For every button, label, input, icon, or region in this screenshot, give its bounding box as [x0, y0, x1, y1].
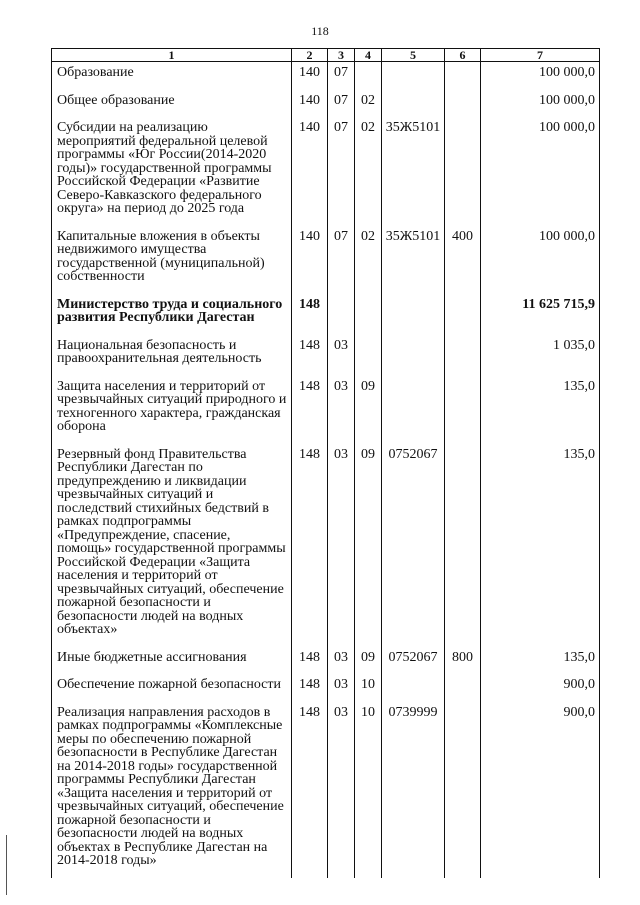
row-code-3: 07	[328, 117, 355, 226]
header-col-4: 4	[355, 49, 382, 62]
row-code-5	[382, 90, 445, 118]
row-code-2: 140	[292, 226, 328, 294]
row-amount: 135,0	[481, 647, 600, 675]
row-code-3: 03	[328, 444, 355, 647]
row-code-4: 10	[355, 702, 382, 878]
row-name: Иные бюджетные ассигнования	[52, 647, 292, 675]
row-code-5: 35Ж5101	[382, 117, 445, 226]
row-code-3: 03	[328, 674, 355, 702]
row-code-3: 07	[328, 90, 355, 118]
row-code-2: 148	[292, 674, 328, 702]
row-name: Реализация направления расходов в рамках подпрограммы «Комплексные меры по обеспечению пожарной безопасности в Республике Дагестан на 2014-2018 годы» государственной программы Республики Дагестан «Защита населения и территорий от чрезвычайных ситуаций, обеспечение пожарной безопасности и безопасности людей на водных объектах в Республике Дагестан на 2014-2018 годы»	[52, 702, 292, 878]
table-row	[52, 90, 600, 118]
row-code-2: 148	[292, 376, 328, 444]
table-row	[52, 62, 600, 90]
row-amount: 100 000,0	[481, 90, 600, 118]
row-code-3: 07	[328, 62, 355, 90]
row-code-4	[355, 62, 382, 90]
row-name: Национальная безопасность и правоохранительная деятельность	[52, 335, 292, 376]
row-code-2: 148	[292, 294, 328, 335]
row-amount: 900,0	[481, 702, 600, 878]
row-code-6	[445, 294, 481, 335]
row-code-4	[355, 294, 382, 335]
header-col-5: 5	[382, 49, 445, 62]
row-name: Образование	[52, 62, 292, 90]
row-amount: 1 035,0	[481, 335, 600, 376]
header-col-1: 1	[52, 49, 292, 62]
table-row	[52, 117, 600, 226]
row-code-3: 03	[328, 335, 355, 376]
header-col-3: 3	[328, 49, 355, 62]
row-code-4: 09	[355, 444, 382, 647]
row-code-2: 148	[292, 335, 328, 376]
row-code-2: 148	[292, 702, 328, 878]
budget-table	[51, 48, 600, 878]
row-code-6: 400	[445, 226, 481, 294]
row-code-4: 02	[355, 117, 382, 226]
row-code-6	[445, 702, 481, 878]
row-code-3: 03	[328, 647, 355, 675]
row-code-2: 140	[292, 90, 328, 118]
row-code-5: 0752067	[382, 647, 445, 675]
page-number: 118	[311, 24, 329, 38]
row-code-6	[445, 376, 481, 444]
row-amount: 135,0	[481, 376, 600, 444]
row-code-4: 10	[355, 674, 382, 702]
table-row	[52, 376, 600, 444]
row-amount: 11 625 715,9	[481, 294, 600, 335]
table-body	[52, 62, 600, 878]
row-amount: 900,0	[481, 674, 600, 702]
table-row	[52, 444, 600, 647]
row-code-2: 140	[292, 62, 328, 90]
row-code-6	[445, 444, 481, 647]
row-code-5	[382, 376, 445, 444]
row-code-6	[445, 674, 481, 702]
row-name: Капитальные вложения в объекты недвижимого имущества государственной (муниципальной) собственности	[52, 226, 292, 294]
table-row	[52, 702, 600, 878]
row-name: Обеспечение пожарной безопасности	[52, 674, 292, 702]
row-code-5	[382, 294, 445, 335]
header-col-7: 7	[481, 49, 600, 62]
row-code-5: 0739999	[382, 702, 445, 878]
table-row	[52, 647, 600, 675]
row-code-5	[382, 335, 445, 376]
row-code-2: 148	[292, 647, 328, 675]
row-code-6: 800	[445, 647, 481, 675]
header-col-6: 6	[445, 49, 481, 62]
margin-mark	[6, 835, 7, 895]
row-code-6	[445, 90, 481, 118]
row-code-2: 148	[292, 444, 328, 647]
header-col-2: 2	[292, 49, 328, 62]
table-row	[52, 226, 600, 294]
row-code-5: 0752067	[382, 444, 445, 647]
row-code-3: 07	[328, 226, 355, 294]
row-amount: 100 000,0	[481, 117, 600, 226]
row-code-3	[328, 294, 355, 335]
row-code-5: 35Ж5101	[382, 226, 445, 294]
row-code-4	[355, 335, 382, 376]
row-name: Субсидии на реализацию мероприятий федеральной целевой программы «Юг России(2014-2020 годы)» государственной программы Российской Федерации «Развитие Северо-Кавказского федерального округа» на период до 2025 года	[52, 117, 292, 226]
row-code-4: 09	[355, 647, 382, 675]
row-amount: 135,0	[481, 444, 600, 647]
row-code-5	[382, 62, 445, 90]
row-code-3: 03	[328, 702, 355, 878]
row-code-4: 02	[355, 90, 382, 118]
row-code-2: 140	[292, 117, 328, 226]
row-code-3: 03	[328, 376, 355, 444]
table-row	[52, 335, 600, 376]
row-code-6	[445, 62, 481, 90]
header-row	[52, 49, 600, 62]
row-name: Защита населения и территорий от чрезвычайных ситуаций природного и техногенного характера, гражданская оборона	[52, 376, 292, 444]
row-name: Министерство труда и социального развития Республики Дагестан	[52, 294, 292, 335]
row-amount: 100 000,0	[481, 62, 600, 90]
row-code-5	[382, 674, 445, 702]
row-amount: 100 000,0	[481, 226, 600, 294]
row-name: Резервный фонд Правительства Республики Дагестан по предупреждению и ликвидации чрезвычайных ситуаций и последствий стихийных бедствий в рамках подпрограммы «Предупреждение, спасение, помощь» государственной программы Российской Федерации «Защита населения и территорий от чрезвычайных ситуаций, обеспечение пожарной безопасности и безопасности людей на водных объектах»	[52, 444, 292, 647]
row-code-6	[445, 335, 481, 376]
row-code-4: 09	[355, 376, 382, 444]
row-name: Общее образование	[52, 90, 292, 118]
table-row	[52, 294, 600, 335]
table-row	[52, 674, 600, 702]
row-code-4: 02	[355, 226, 382, 294]
row-code-6	[445, 117, 481, 226]
